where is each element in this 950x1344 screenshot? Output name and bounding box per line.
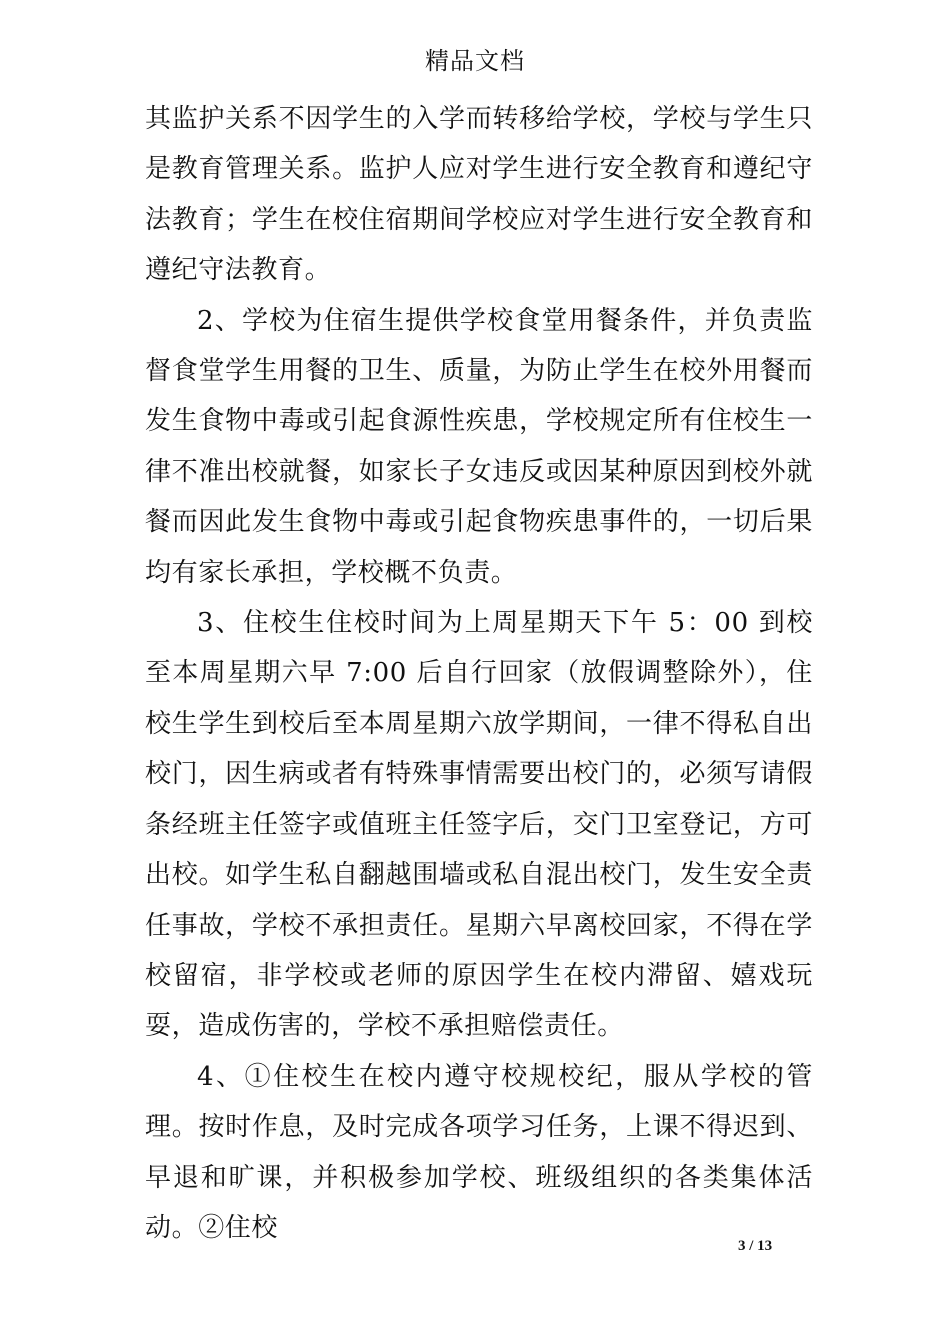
paragraph-continuation: 其监护关系不因学生的入学而转移给学校，学校与学生只是教育管理关系。监护人应对学生进行安全教育和遵纪守法教育；学生在校住宿期间学校应对学生进行安全教育和遵纪守法教育。	[145, 104, 813, 286]
paragraph-item-2: 2、学校为住宿生提供学校食堂用餐条件，并负责监督食堂学生用餐的卫生、质量，为防止学生在校外用餐而发生食物中毒或引起食源性疾患，学校规定所有住校生一律不准出校就餐，如家长子女违反或因某种原因到校外就餐而因此发生食物中毒或引起食物疾患事件的，一切后果均有家长承担，学校概不负责。	[145, 305, 813, 588]
document-body	[145, 94, 813, 1253]
paragraph-item-4: 4、①住校生在校内遵守校规校纪，服从学校的管理。按时作息，及时完成各项学习任务，上课不得迟到、早退和旷课，并积极参加学校、班级组织的各类集体活动。②住校	[145, 1061, 813, 1243]
page-header-title: 精品文档	[425, 47, 525, 75]
page-number: 3 / 13	[738, 1238, 773, 1254]
paragraph-item-3: 3、住校生住校时间为上周星期天下午 5：00 到校至本周星期六早 7:00 后自行回家（放假调整除外），住校生学生到校后至本周星期六放学期间，一律不得私自出校门，因生病或者有特殊事情需要出校门的，必须写请假条经班主任签字或值班主任签字后，交门卫室登记，方可出校。如学生私自翻越围墙或私自混出校门，发生安全责任事故，学校不承担责任。星期六早离校回家，不得在学校留宿，非学校或老师的原因学生在校内滞留、嬉戏玩耍，造成伤害的，学校不承担赔偿责任。	[145, 608, 813, 1042]
